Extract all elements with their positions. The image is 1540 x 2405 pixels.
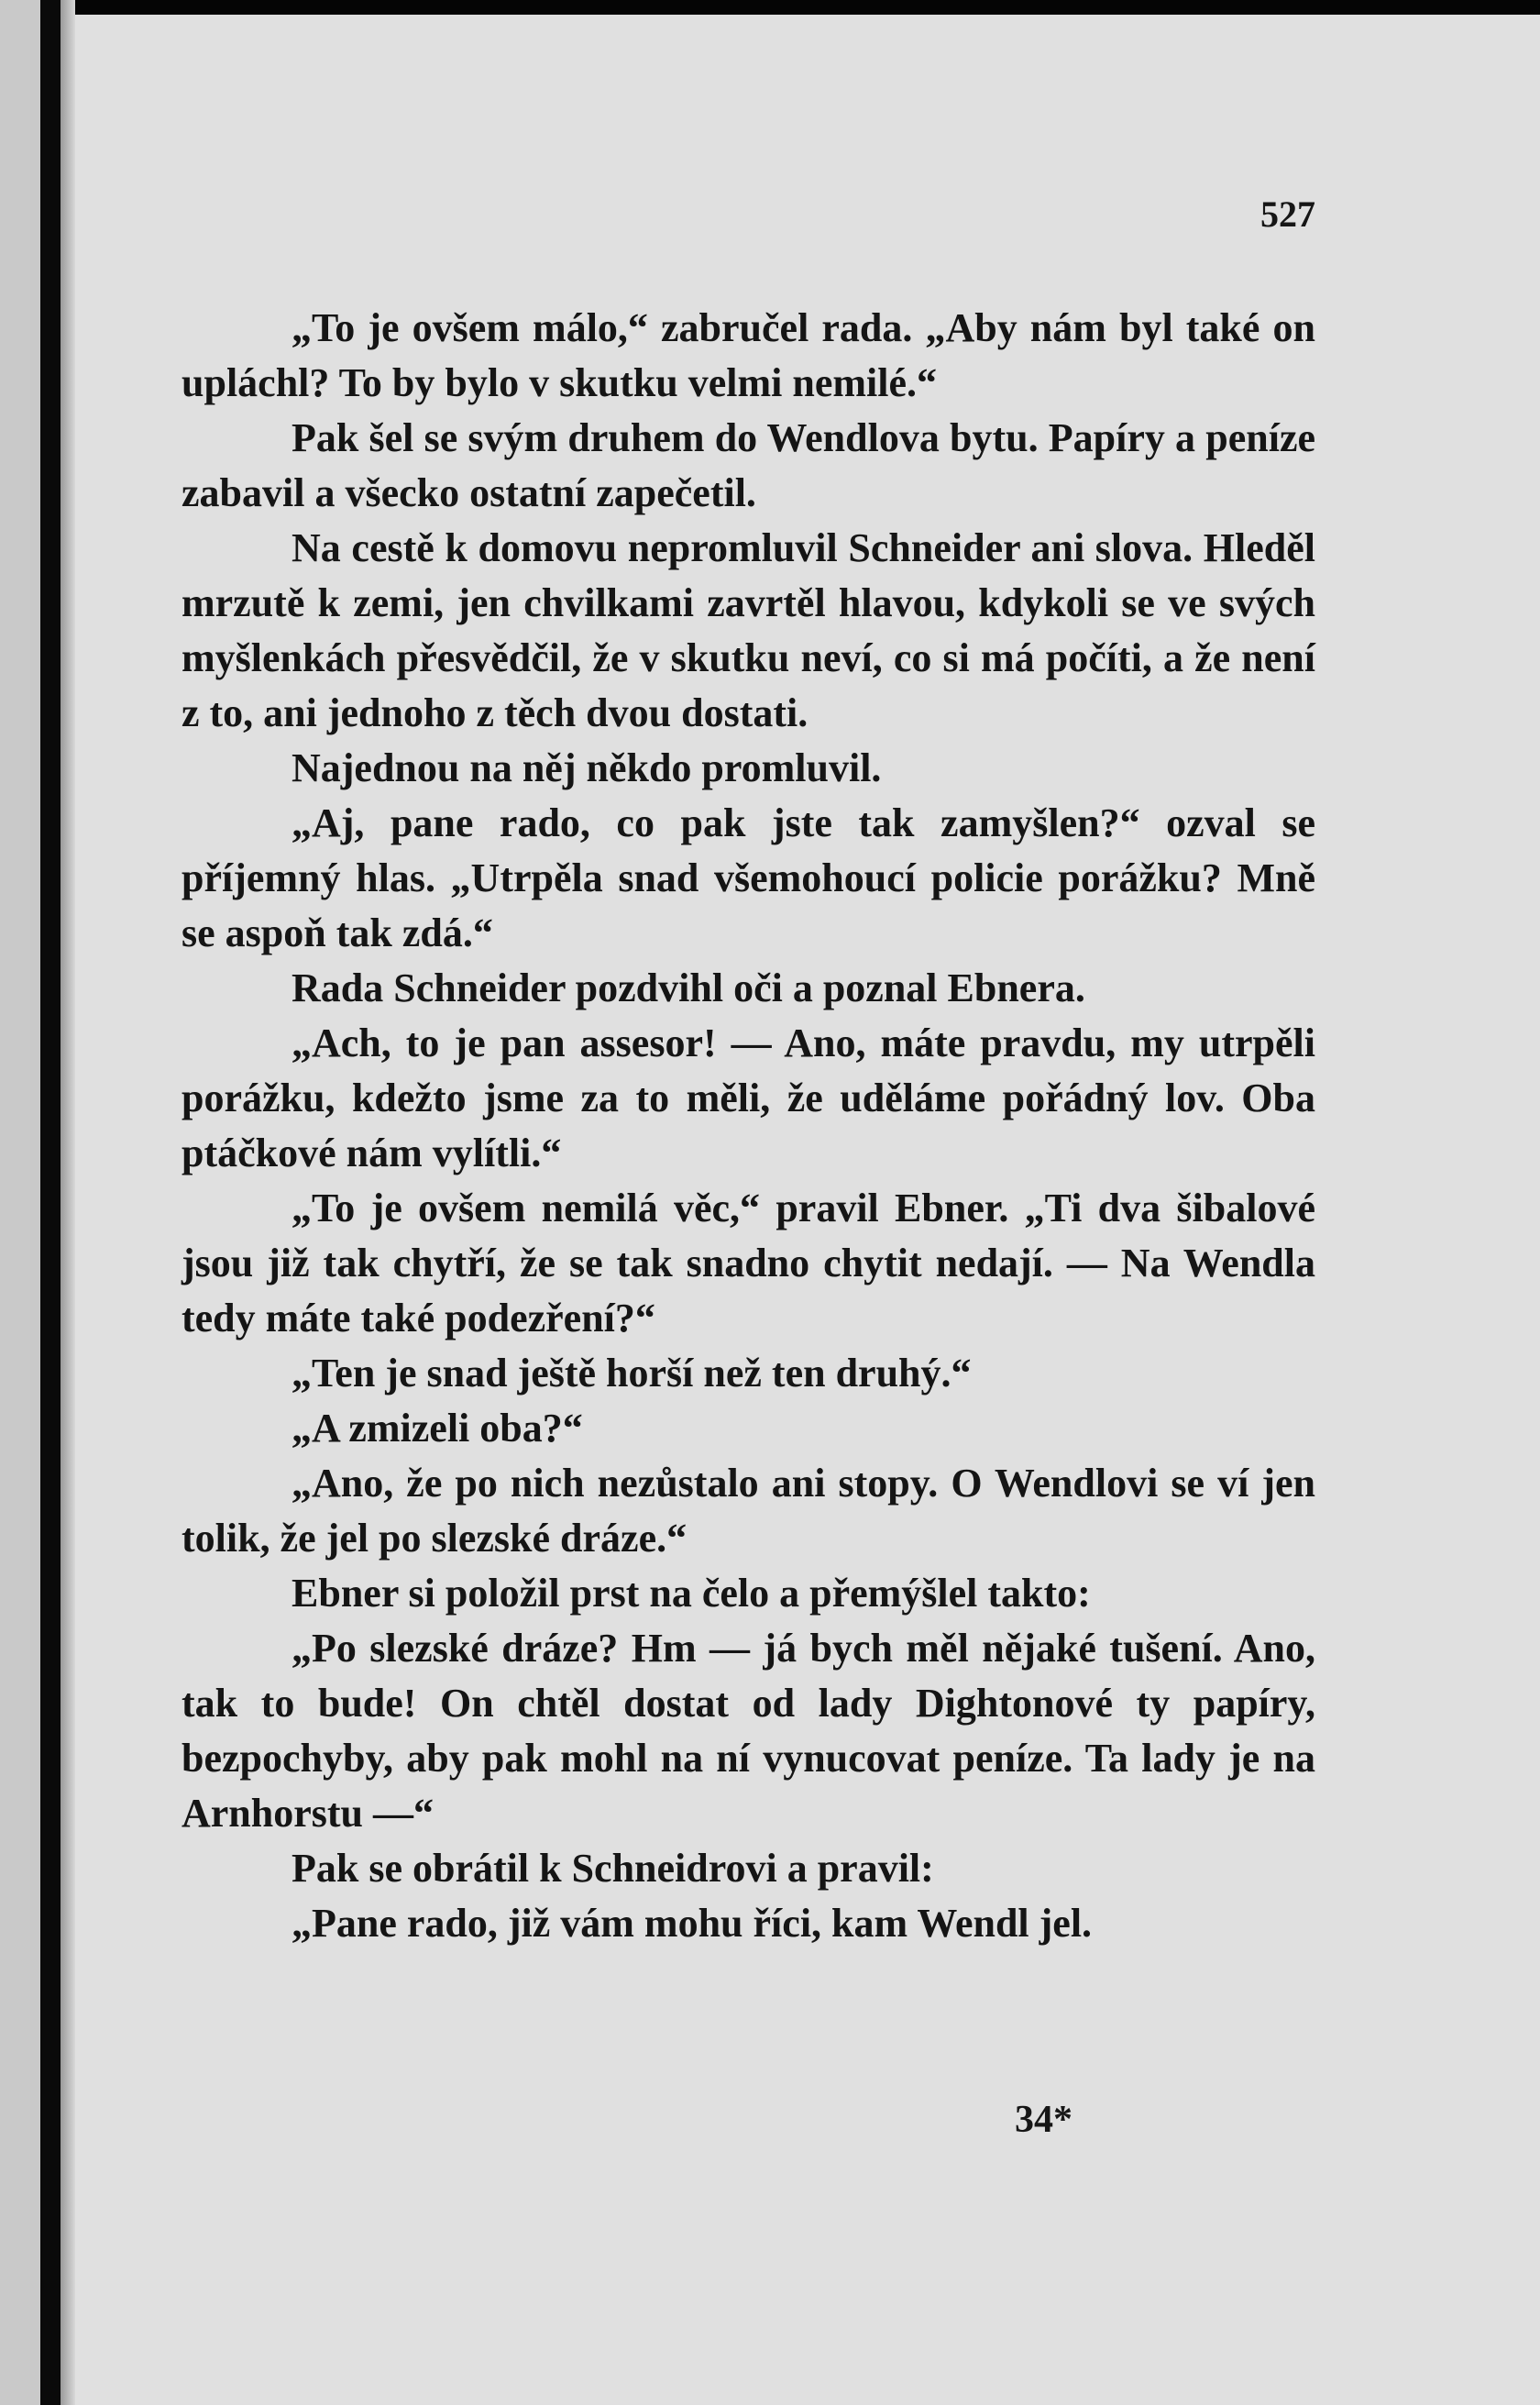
book-spine-shadow — [40, 0, 60, 2405]
signature-mark: 34* — [1015, 2099, 1072, 2141]
paragraph: „Ano, že po nich nezůstalo ani stopy. O Wendlovi se ví jen tolik, že jel po slezské dráze.“ — [182, 1461, 1315, 1561]
paragraph: „Ach, to je pan assesor! — Ano, máte pravdu, my utrpěli porážku, kdežto jsme za to měli, že uděláme pořádný lov. Oba ptáčkové nám vylítli.“ — [182, 1020, 1315, 1175]
paragraph: „Po slezské dráze? Hm — já bych měl nějaké tušení. Ano, tak to bude! On chtěl dostat od lady Dightonové ty papíry, bezpochyby, aby pak mohl na ní vynucovat peníze. Ta lady je na Arnhorstu —“ — [182, 1626, 1315, 1836]
paragraph: Ebner si položil prst na čelo a přemýšlel takto: — [292, 1571, 1091, 1616]
paragraph: „A zmizeli oba?“ — [292, 1406, 583, 1451]
paragraph: „To je ovšem nemilá věc,“ pravil Ebner. „Ti dva šibalové jsou již tak chytří, že se tak snadno chytit nedají. — Na Wendla tedy máte také podezření?“ — [182, 1186, 1315, 1340]
paragraph: „Aj, pane rado, co pak jste tak zamyšlen?“ ozval se příjemný hlas. „Utrpěla snad všemohoucí policie porážku? Mně se aspoň tak zdá.“ — [182, 800, 1315, 955]
paragraph: Rada Schneider pozdvihl oči a poznal Ebnera. — [292, 965, 1085, 1010]
book-gutter — [60, 0, 75, 2405]
scan-left-margin — [0, 0, 40, 2405]
paragraph: Najednou na něj někdo promluvil. — [292, 745, 882, 790]
scan-top-border — [0, 0, 1540, 15]
body-text — [182, 301, 1315, 1951]
paragraph: „Ten je snad ještě horší než ten druhý.“ — [292, 1351, 972, 1396]
paragraph: Pak šel se svým druhem do Wendlova bytu. Papíry a peníze zabavil a všecko ostatní zapečetil. — [182, 415, 1315, 515]
page-number: 527 — [1260, 193, 1315, 235]
paragraph: Pak se obrátil k Schneidrovi a pravil: — [292, 1846, 934, 1891]
paragraph: Na cestě k domovu nepromluvil Schneider ani slova. Hleděl mrzutě k zemi, jen chvilkami zavrtěl hlavou, kdykoli se ve svých myšlenkách přesvědčil, že v skutku neví, co si má počíti, a že není z to, ani jednoho z těch dvou dostati. — [182, 525, 1315, 735]
paragraph: „To je ovšem málo,“ zabručel rada. „Aby nám byl také on upláchl? To by bylo v skutku velmi nemilé.“ — [182, 305, 1315, 405]
paragraph: „Pane rado, již vám mohu říci, kam Wendl jel. — [292, 1901, 1093, 1946]
